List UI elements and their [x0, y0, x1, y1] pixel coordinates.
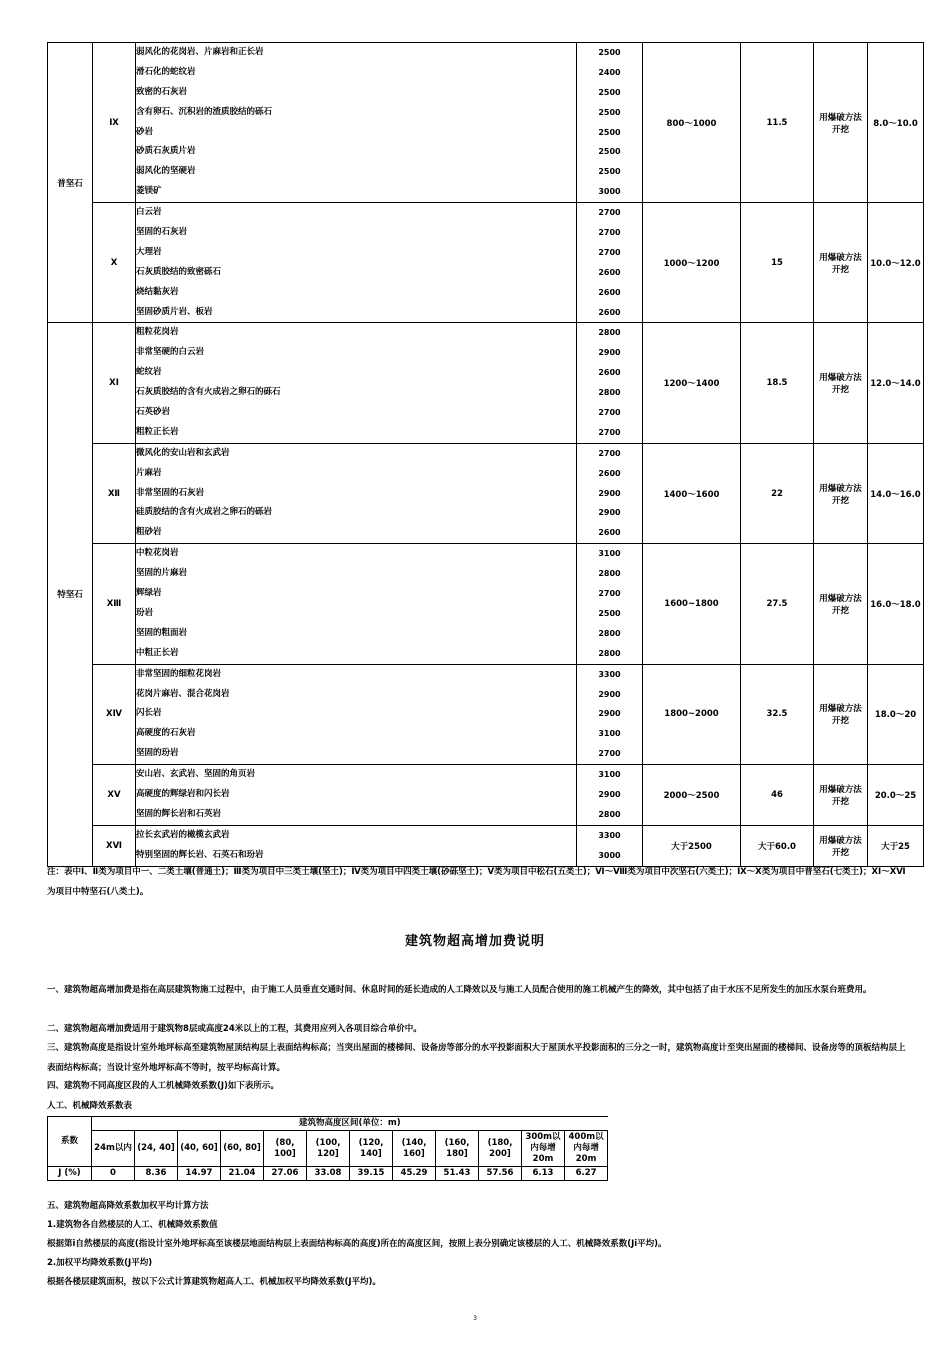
rock-name: 高硬度的石灰岩 — [136, 728, 196, 739]
rock-density: 2700 — [598, 427, 621, 437]
rock-density: 3100 — [598, 549, 621, 559]
rock-name: 大理岩 — [136, 246, 162, 257]
rock-density: 2500 — [598, 167, 621, 177]
height-interval: (100, 120] — [307, 1131, 350, 1167]
paragraph-9: 根据各楼层建筑面积，按以下公式计算建筑物超高人工、机械加权平均降效系数(J平均)。 — [47, 1277, 381, 1287]
rock-name: 中粒花岗岩 — [136, 548, 179, 559]
rock-density: 2500 — [598, 107, 621, 117]
height-interval: (180, 200] — [479, 1131, 522, 1167]
coefficient-value: 57.56 — [479, 1167, 522, 1181]
rock-name: 花岗片麻岩、混合花岗岩 — [136, 688, 230, 699]
rock-density: 2600 — [598, 267, 621, 277]
rock-name: 非常坚固的石灰岩 — [136, 487, 205, 498]
rock-name: 玢岩 — [136, 607, 154, 618]
rock-names — [136, 765, 577, 826]
drilling-time: 15 — [741, 203, 814, 323]
hardness-coefficient: 8.0～10.0 — [868, 43, 924, 203]
rock-name: 非常坚硬的白云岩 — [136, 347, 205, 358]
rock-strength: 1200～1400 — [643, 323, 741, 443]
rock-grade: ⅩⅢ — [93, 544, 136, 664]
coefficient-value: 0 — [92, 1167, 135, 1181]
paragraph-4: 四、建筑物不同高度区段的人工机械降效系数(J)如下表所示。 — [47, 1081, 279, 1091]
coefficient-value: 6.27 — [565, 1167, 608, 1181]
rock-names — [136, 664, 577, 764]
height-interval: 300m以内每增20m — [522, 1131, 565, 1167]
excavation-method: 用爆破方法开挖 — [814, 443, 868, 543]
rock-category: 普坚石 — [48, 43, 93, 323]
rock-class-row — [48, 664, 924, 764]
hardness-coefficient: 16.0～18.0 — [868, 544, 924, 664]
rock-name: 坚固的片麻岩 — [136, 568, 188, 579]
rock-density: 2600 — [598, 368, 621, 378]
rock-densities — [577, 43, 643, 203]
rock-density: 3100 — [598, 770, 621, 780]
drilling-time: 22 — [741, 443, 814, 543]
rock-name: 特别坚固的辉长岩、石英石和玢岩 — [136, 849, 264, 860]
rock-density: 2900 — [598, 508, 621, 518]
rock-name: 烧结黏灰岩 — [136, 286, 179, 297]
rock-class-row — [48, 825, 924, 866]
rock-class-row — [48, 203, 924, 323]
rock-name: 坚固的辉长岩和石英岩 — [136, 808, 222, 819]
rock-densities — [577, 825, 643, 866]
height-interval: (24, 40] — [135, 1131, 178, 1167]
rock-density: 2600 — [598, 528, 621, 538]
coef-row-header: 系数 — [48, 1117, 92, 1167]
hardness-coefficient: 14.0～16.0 — [868, 443, 924, 543]
rock-density: 2700 — [598, 247, 621, 257]
rock-name: 粗砂岩 — [136, 527, 162, 538]
rock-densities — [577, 323, 643, 443]
rock-name: 辉绿岩 — [136, 588, 162, 599]
table-caption: 人工、机械降效系数表 — [47, 1101, 133, 1111]
coef-value-label: J (%) — [48, 1167, 92, 1181]
rock-density: 2500 — [598, 48, 621, 57]
rock-densities — [577, 203, 643, 323]
rock-density: 3100 — [598, 729, 621, 739]
rock-name: 石灰质胶结的致密砾石 — [136, 266, 222, 277]
rock-grade: ⅩⅥ — [93, 825, 136, 866]
rock-strength: 1800~2000 — [643, 664, 741, 764]
rock-density: 2700 — [598, 448, 621, 458]
height-interval: (60, 80] — [221, 1131, 264, 1167]
rock-densities — [577, 544, 643, 664]
rock-names — [136, 203, 577, 323]
rock-names — [136, 544, 577, 664]
hardness-coefficient: 20.0～25 — [868, 765, 924, 826]
rock-class-row — [48, 443, 924, 543]
paragraph-8: 2.加权平均降效系数(J平均) — [47, 1258, 153, 1268]
rock-name: 含有卵石、沉积岩的渣质胶结的砾石 — [136, 106, 273, 117]
rock-name: 坚固的石灰岩 — [136, 227, 188, 238]
coefficient-value: 6.13 — [522, 1167, 565, 1181]
rock-name: 白云岩 — [136, 207, 162, 218]
rock-density: 3000 — [598, 187, 621, 197]
rock-class-row — [48, 323, 924, 443]
rock-density: 2800 — [598, 648, 621, 658]
height-interval: (80, 100] — [264, 1131, 307, 1167]
rock-density: 2600 — [598, 307, 621, 317]
rock-name: 安山岩、玄武岩、坚固的角页岩 — [136, 769, 256, 780]
excavation-method: 用爆破方法开挖 — [814, 664, 868, 764]
excavation-method: 用爆破方法开挖 — [814, 765, 868, 826]
rock-strength: 1400～1600 — [643, 443, 741, 543]
coefficient-value: 27.06 — [264, 1167, 307, 1181]
rock-name: 高硬度的辉绿岩和闪长岩 — [136, 788, 230, 799]
paragraph-5: 五、建筑物超高降效系数加权平均计算方法 — [47, 1201, 209, 1211]
rock-density: 2700 — [598, 749, 621, 759]
page-number: 3 — [473, 1315, 477, 1322]
excavation-method: 用爆破方法开挖 — [814, 203, 868, 323]
hardness-coefficient: 10.0～12.0 — [868, 203, 924, 323]
rock-densities — [577, 664, 643, 764]
rock-name: 片麻岩 — [136, 467, 162, 478]
paragraph-6: 1.建筑物各自然楼层的人工、机械降效系数值 — [47, 1220, 218, 1230]
coefficient-value: 8.36 — [135, 1167, 178, 1181]
rock-name: 拉长玄武岩的橄榄玄武岩 — [136, 829, 230, 840]
coefficient-value: 33.08 — [307, 1167, 350, 1181]
drilling-time: 27.5 — [741, 544, 814, 664]
section-title: 建筑物超高增加费说明 — [404, 934, 545, 949]
rock-classification-table — [47, 42, 924, 867]
rock-class-row — [48, 765, 924, 826]
coefficient-value: 14.97 — [178, 1167, 221, 1181]
rock-name: 坚固的粗面岩 — [136, 627, 188, 638]
drilling-time: 32.5 — [741, 664, 814, 764]
height-interval: 24m以内 — [92, 1131, 135, 1167]
rock-name: 致密的石灰岩 — [136, 86, 188, 97]
rock-strength: 1000～1200 — [643, 203, 741, 323]
rock-density: 2900 — [598, 348, 621, 358]
coefficient-value: 21.04 — [221, 1167, 264, 1181]
rock-grade: Ⅸ — [93, 43, 136, 203]
rock-name: 非常坚固的细粒花岗岩 — [136, 668, 222, 679]
drilling-time: 18.5 — [741, 323, 814, 443]
rock-names — [136, 323, 577, 443]
excavation-method: 用爆破方法开挖 — [814, 544, 868, 664]
rock-grade: ⅩⅣ — [93, 664, 136, 764]
rock-name: 粗粒花岗岩 — [136, 327, 179, 338]
rock-name: 弱风化的花岗岩、片麻岩和正长岩 — [136, 47, 264, 57]
rock-names — [136, 43, 577, 203]
rock-grade: ⅩⅠ — [93, 323, 136, 443]
rock-name: 闪长岩 — [136, 708, 162, 719]
rock-grade: Ⅹ — [93, 203, 136, 323]
rock-name: 滑石化的蛇纹岩 — [136, 66, 196, 77]
height-interval: (140, 160] — [393, 1131, 436, 1167]
rock-category: 特坚石 — [48, 323, 93, 866]
rock-density: 2700 — [598, 589, 621, 599]
rock-grade: Ⅻ — [93, 443, 136, 543]
rock-density: 2800 — [598, 809, 621, 819]
rock-strength: 1600~1800 — [643, 544, 741, 664]
hardness-coefficient: 18.0～20 — [868, 664, 924, 764]
excavation-method: 用爆破方法开挖 — [814, 323, 868, 443]
rock-density: 2500 — [598, 147, 621, 157]
rock-names — [136, 825, 577, 866]
rock-density: 2700 — [598, 208, 621, 218]
height-interval: (40, 60] — [178, 1131, 221, 1167]
rock-name: 菱镁矿 — [136, 186, 162, 197]
rock-density: 2900 — [598, 488, 621, 498]
rock-density: 3000 — [598, 850, 621, 860]
hardness-coefficient: 12.0～14.0 — [868, 323, 924, 443]
rock-density: 2600 — [598, 287, 621, 297]
rock-density: 2900 — [598, 709, 621, 719]
rock-density: 2500 — [598, 87, 621, 97]
rock-density: 3300 — [598, 669, 621, 679]
rock-name: 弱风化的坚硬岩 — [136, 166, 196, 177]
rock-density: 2800 — [598, 628, 621, 638]
rock-density: 2900 — [598, 789, 621, 799]
table-footnote: 注：表中Ⅰ、Ⅱ类为项目中一、二类土壤(普通土)；Ⅲ类为项目中三类土壤(坚土)；Ⅳ类为项目中四类土壤(砂砾坚土)；Ⅴ类为项目中松石(五类土)；Ⅵ～Ⅷ类为项目中次坚石(六类土)；Ⅸ～Ⅹ类为项目中普坚石(七类土)；ⅩⅠ～ⅩⅥ为项目中特坚石(八类土)。 — [47, 867, 906, 897]
rock-density: 2700 — [598, 228, 621, 238]
rock-class-row — [48, 544, 924, 664]
drilling-time: 46 — [741, 765, 814, 826]
hardness-coefficient: 大于25 — [868, 825, 924, 866]
rock-densities — [577, 443, 643, 543]
rock-densities — [577, 765, 643, 826]
excavation-method: 用爆破方法开挖 — [814, 825, 868, 866]
rock-density: 2900 — [598, 689, 621, 699]
rock-density: 2800 — [598, 388, 621, 398]
rock-name: 石英砂岩 — [136, 407, 171, 418]
rock-name: 蛇纹岩 — [136, 367, 162, 378]
rock-names — [136, 443, 577, 543]
paragraph-7: 根据第i自然楼层的高度(指设计室外地坪标高至该楼层地面结构层上表面结构标高的高度)所在的高度区间，按照上表分别确定该楼层的人工、机械降效系数(Ji平均)。 — [47, 1239, 667, 1249]
coefficient-value: 45.29 — [393, 1167, 436, 1181]
height-interval: (120, 140] — [350, 1131, 393, 1167]
paragraph-3: 三、建筑物高度是指设计室外地坪标高至建筑物屋顶结构层上表面结构标高；当突出屋面的楼梯间、设备房等部分的水平投影面积大于屋顶水平投影面积的三分之一时，建筑物高度计至突出屋面的楼梯间、设备房等的顶板结构层上表面结构标高；当设计室外地坪标高不等时，按平均标高计算。 — [47, 1043, 906, 1073]
rock-class-row — [48, 43, 924, 203]
rock-density: 2400 — [598, 67, 621, 77]
reduction-coefficient-table — [47, 1116, 608, 1181]
rock-name: 坚固的玢岩 — [136, 748, 179, 759]
rock-strength: 2000～2500 — [643, 765, 741, 826]
coefficient-value: 51.43 — [436, 1167, 479, 1181]
rock-name: 砂质石灰质片岩 — [136, 146, 196, 157]
drilling-time: 11.5 — [741, 43, 814, 203]
rock-name: 硅质胶结的含有火成岩之卵石的砾岩 — [136, 507, 273, 518]
rock-density: 2500 — [598, 127, 621, 137]
rock-density: 2800 — [598, 569, 621, 579]
rock-name: 中粗正长岩 — [136, 647, 179, 658]
rock-density: 3300 — [598, 830, 621, 840]
drilling-time: 大于60.0 — [741, 825, 814, 866]
rock-grade: ⅩⅤ — [93, 765, 136, 826]
rock-name: 石灰质胶结的含有火成岩之卵石的砾石 — [136, 387, 281, 398]
paragraph-1: 一、建筑物超高增加费是指在高层建筑物施工过程中，由于施工人员垂直交通时间、休息时间的延长造成的人工降效以及与施工人员配合使用的施工机械产生的降效，其中包括了由于水压不足所发生的加压水泵台班费用。 — [47, 985, 872, 995]
rock-name: 微风化的安山岩和玄武岩 — [136, 447, 230, 458]
excavation-method: 用爆破方法开挖 — [814, 43, 868, 203]
height-interval: 400m以内每增20m — [565, 1131, 608, 1167]
rock-density: 2700 — [598, 408, 621, 418]
rock-density: 2500 — [598, 608, 621, 618]
rock-strength: 800～1000 — [643, 43, 741, 203]
height-interval: (160, 180] — [436, 1131, 479, 1167]
rock-name: 粗粒正长岩 — [136, 426, 179, 437]
rock-name: 砂岩 — [136, 126, 154, 137]
rock-strength: 大于2500 — [643, 825, 741, 866]
rock-density: 2800 — [598, 328, 621, 338]
rock-density: 2600 — [598, 468, 621, 478]
paragraph-2: 二、建筑物超高增加费适用于建筑物8层或高度24米以上的工程，其费用应列入各项目综合单价中。 — [47, 1024, 422, 1034]
coefficient-value: 39.15 — [350, 1167, 393, 1181]
coef-group-header: 建筑物高度区间(单位：m) — [92, 1117, 608, 1131]
rock-name: 坚固砂质片岩、板岩 — [136, 306, 213, 317]
